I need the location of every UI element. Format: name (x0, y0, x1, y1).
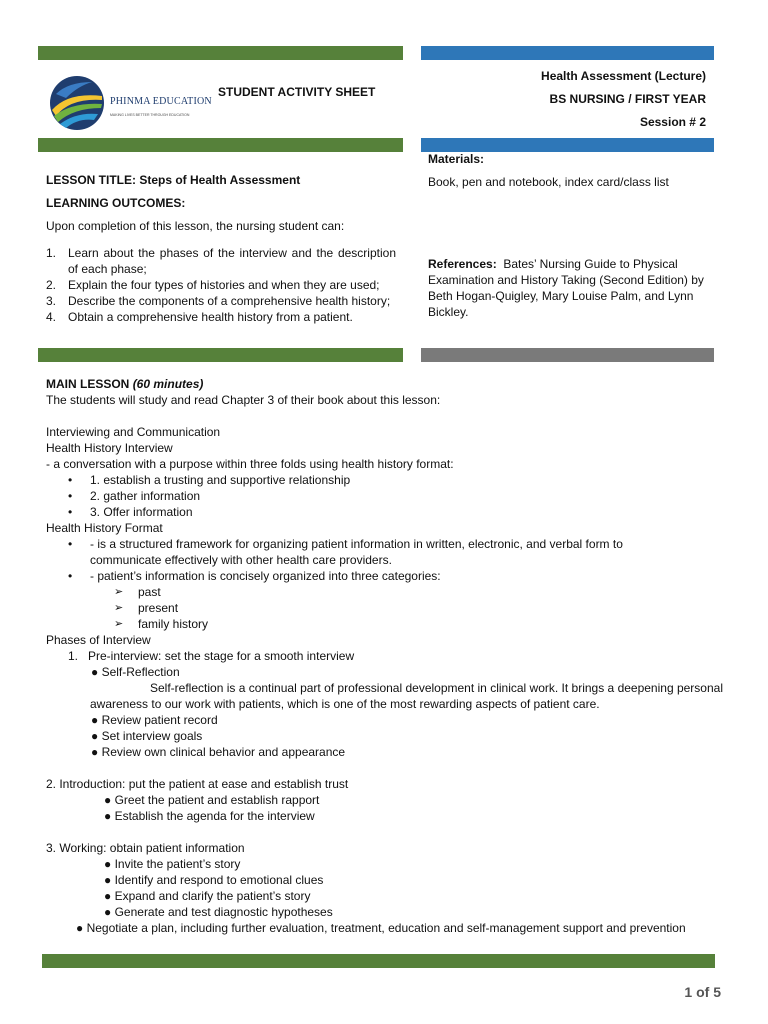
hh-interview-definition: - a conversation with a purpose within three folds using health history format: (46, 457, 454, 471)
self-reflection-text: Self-reflection is a continual part of professional development in clinical work. It brings a deepening personal awareness to our work with patients, which is one of the most rewarding aspects of patient care. (90, 681, 723, 711)
header-bar-left (38, 46, 403, 60)
hh-interview-heading: Health History Interview (46, 441, 173, 455)
list-item: ● Review patient record (91, 713, 218, 727)
list-item: 1. Learn about the phases of the interview and the description of each phase; (46, 246, 396, 276)
list-item: 3. Describe the components of a comprehensive health history; (46, 294, 391, 308)
list-item: ● Identify and respond to emotional clues (104, 873, 324, 887)
references-text: Bates’ Nursing Guide to Physical Examination and History Taking (Second Edition) by Beth Hogan-Quigley, Mary Louise Palm, and Lynn Bickley. (428, 257, 704, 319)
list-item: ● Negotiate a plan, including further evaluation, treatment, education and self-management support and prevention (76, 921, 686, 935)
main-lesson-intro: The students will study and read Chapter 3 of their book about this lesson: (46, 393, 441, 407)
list-item: • 2. gather information (68, 489, 201, 503)
hh-format-heading: Health History Format (46, 521, 163, 535)
list-item: 2. Explain the four types of histories and when they are used; (46, 278, 380, 292)
list-item: ➢ family history (114, 617, 209, 631)
list-item: • - is a structured framework for organizing patient information in written, electronic, and verbal form to communicate effectively with other health care providers. (68, 537, 623, 567)
materials-text: Book, pen and notebook, index card/class list (428, 175, 669, 189)
main-lesson (46, 376, 726, 936)
phases-heading: Phases of Interview (46, 633, 151, 647)
lesson-title: LESSON TITLE: Steps of Health Assessment (46, 173, 301, 187)
outcomes-list (46, 245, 396, 325)
learning-outcomes-heading: LEARNING OUTCOMES: (46, 196, 186, 210)
spacer (46, 824, 726, 840)
sheet-title: STUDENT ACTIVITY SHEET (218, 85, 376, 99)
list-item: ● Generate and test diagnostic hypotheses (104, 905, 333, 919)
course-title: Health Assessment (Lecture) (541, 69, 706, 83)
list-item: ➢ present (114, 601, 179, 615)
list-item: 4. Obtain a comprehensive health history from a patient. (46, 310, 353, 324)
phase-1: 1. Pre-interview: set the stage for a smooth interview (68, 649, 355, 663)
phase-2: 2. Introduction: put the patient at ease and establish trust (46, 777, 349, 791)
section-bar-right (421, 138, 714, 152)
list-item: ● Establish the agenda for the interview (104, 809, 315, 823)
outcomes-intro: Upon completion of this lesson, the nursing student can: (46, 219, 345, 233)
footer-bar (42, 954, 715, 968)
header-bar-right (421, 46, 714, 60)
list-item: • 3. Offer information (68, 505, 193, 519)
spacer (46, 760, 726, 776)
phase-3: 3. Working: obtain patient information (46, 841, 245, 855)
list-item: ● Invite the patient’s story (104, 857, 241, 871)
materials-heading: Materials: (428, 152, 485, 166)
list-item: ● Set interview goals (91, 729, 203, 743)
spacer (46, 408, 726, 424)
divider-bar-left (38, 348, 403, 362)
references-label: References: (428, 257, 497, 271)
list-item: ● Self-Reflection (91, 665, 180, 679)
list-item: ● Greet the patient and establish rapport (104, 793, 320, 807)
session-number: Session # 2 (639, 115, 706, 129)
logo-tagline: MAKING LIVES BETTER THROUGH EDUCATION (110, 113, 190, 117)
list-item: • 1. establish a trusting and supportive relationship (68, 473, 351, 487)
list-item: ➢ past (114, 585, 161, 599)
program-title: BS NURSING / FIRST YEAR (549, 92, 706, 106)
logo-text: PHINMA EDUCATION (110, 96, 212, 107)
page-number: 1 of 5 (684, 984, 721, 1000)
section-bar-left (38, 138, 403, 152)
topic-heading: Interviewing and Communication (46, 425, 221, 439)
divider-bar-right (421, 348, 714, 362)
phinma-logo (48, 74, 212, 134)
main-lesson-heading: MAIN LESSON (60 minutes) (46, 377, 204, 391)
phinma-logo-icon (48, 74, 106, 132)
references-block (428, 256, 718, 320)
list-item: • - patient’s information is concisely organized into three categories: (68, 569, 441, 583)
list-item: ● Review own clinical behavior and appearance (91, 745, 346, 759)
list-item: ● Expand and clarify the patient’s story (104, 889, 311, 903)
